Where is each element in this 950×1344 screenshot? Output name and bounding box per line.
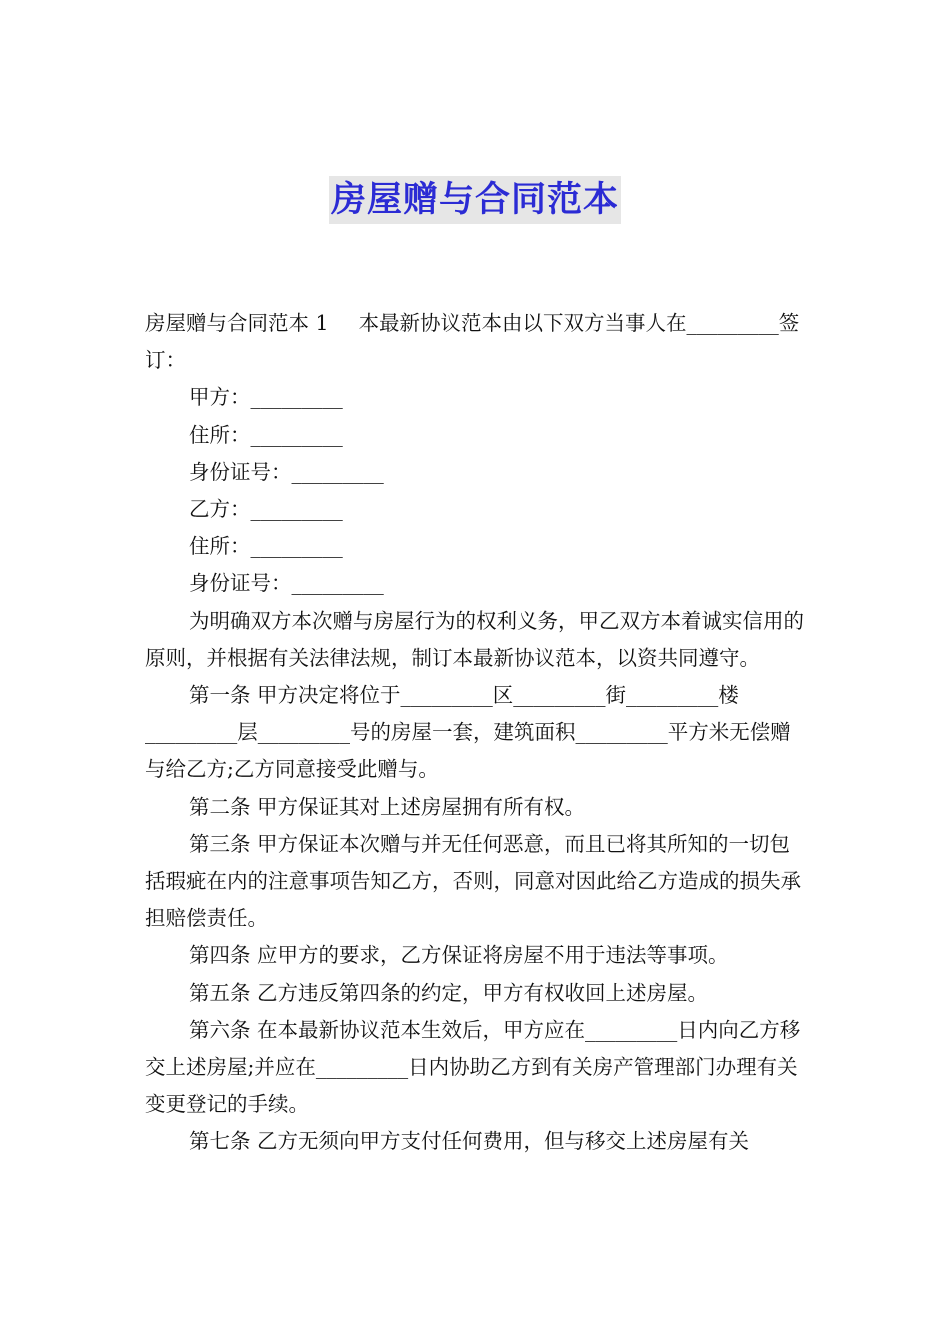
party-b-name-field: 乙方：_________: [189, 497, 343, 522]
article-2-paragraph: 第二条 甲方保证其对上述房屋拥有所有权。: [189, 794, 586, 819]
party-a-id-field: 身份证号：_________: [189, 459, 384, 484]
party-b-id-field: 身份证号：_________: [189, 571, 384, 596]
party-a-address-field: 住所：_________: [189, 422, 343, 447]
article-1-paragraph: 第一条 甲方决定将位于_________区_________街_________楼_________层_________号的房屋一套，建筑面积_________平方米无偿赠与给乙方;乙方同意接受此赠与。: [145, 683, 791, 782]
document-body: [145, 305, 810, 1161]
article-4-paragraph: 第四条 应甲方的要求，乙方保证将房屋不用于违法等事项。: [189, 943, 729, 968]
title-container: [0, 176, 950, 224]
party-a-name-field: 甲方：_________: [189, 385, 343, 410]
document-title: 房屋赠与合同范本: [329, 176, 621, 224]
article-6-paragraph: 第六条 在本最新协议范本生效后，甲方应在_________日内向乙方移交上述房屋;并应在_________日内协助乙方到有关房产管理部门办理有关变更登记的手续。: [145, 1017, 801, 1117]
intro-paragraph: [145, 305, 810, 379]
article-7-paragraph: 第七条 乙方无须向甲方支付任何费用，但与移交上述房屋有关: [189, 1129, 750, 1154]
article-3-paragraph: 第三条 甲方保证本次赠与并无任何恶意，而且已将其所知的一切包括瑕疵在内的注意事项告知乙方，否则，同意对因此给乙方造成的损失承担赔偿责任。: [145, 831, 801, 931]
party-b-address-field: 住所：_________: [189, 534, 343, 559]
purpose-paragraph: 为明确双方本次赠与房屋行为的权利义务，甲乙双方本着诚实信用的原则，并根据有关法律法规，制订本最新协议范本，以资共同遵守。: [145, 608, 804, 670]
intro-text: 本最新协议范本由以下双方当事人在_________签订：: [145, 311, 800, 373]
intro-label: 房屋赠与合同范本 1: [145, 311, 329, 335]
article-5-paragraph: 第五条 乙方违反第四条的约定，甲方有权收回上述房屋。: [189, 980, 709, 1005]
